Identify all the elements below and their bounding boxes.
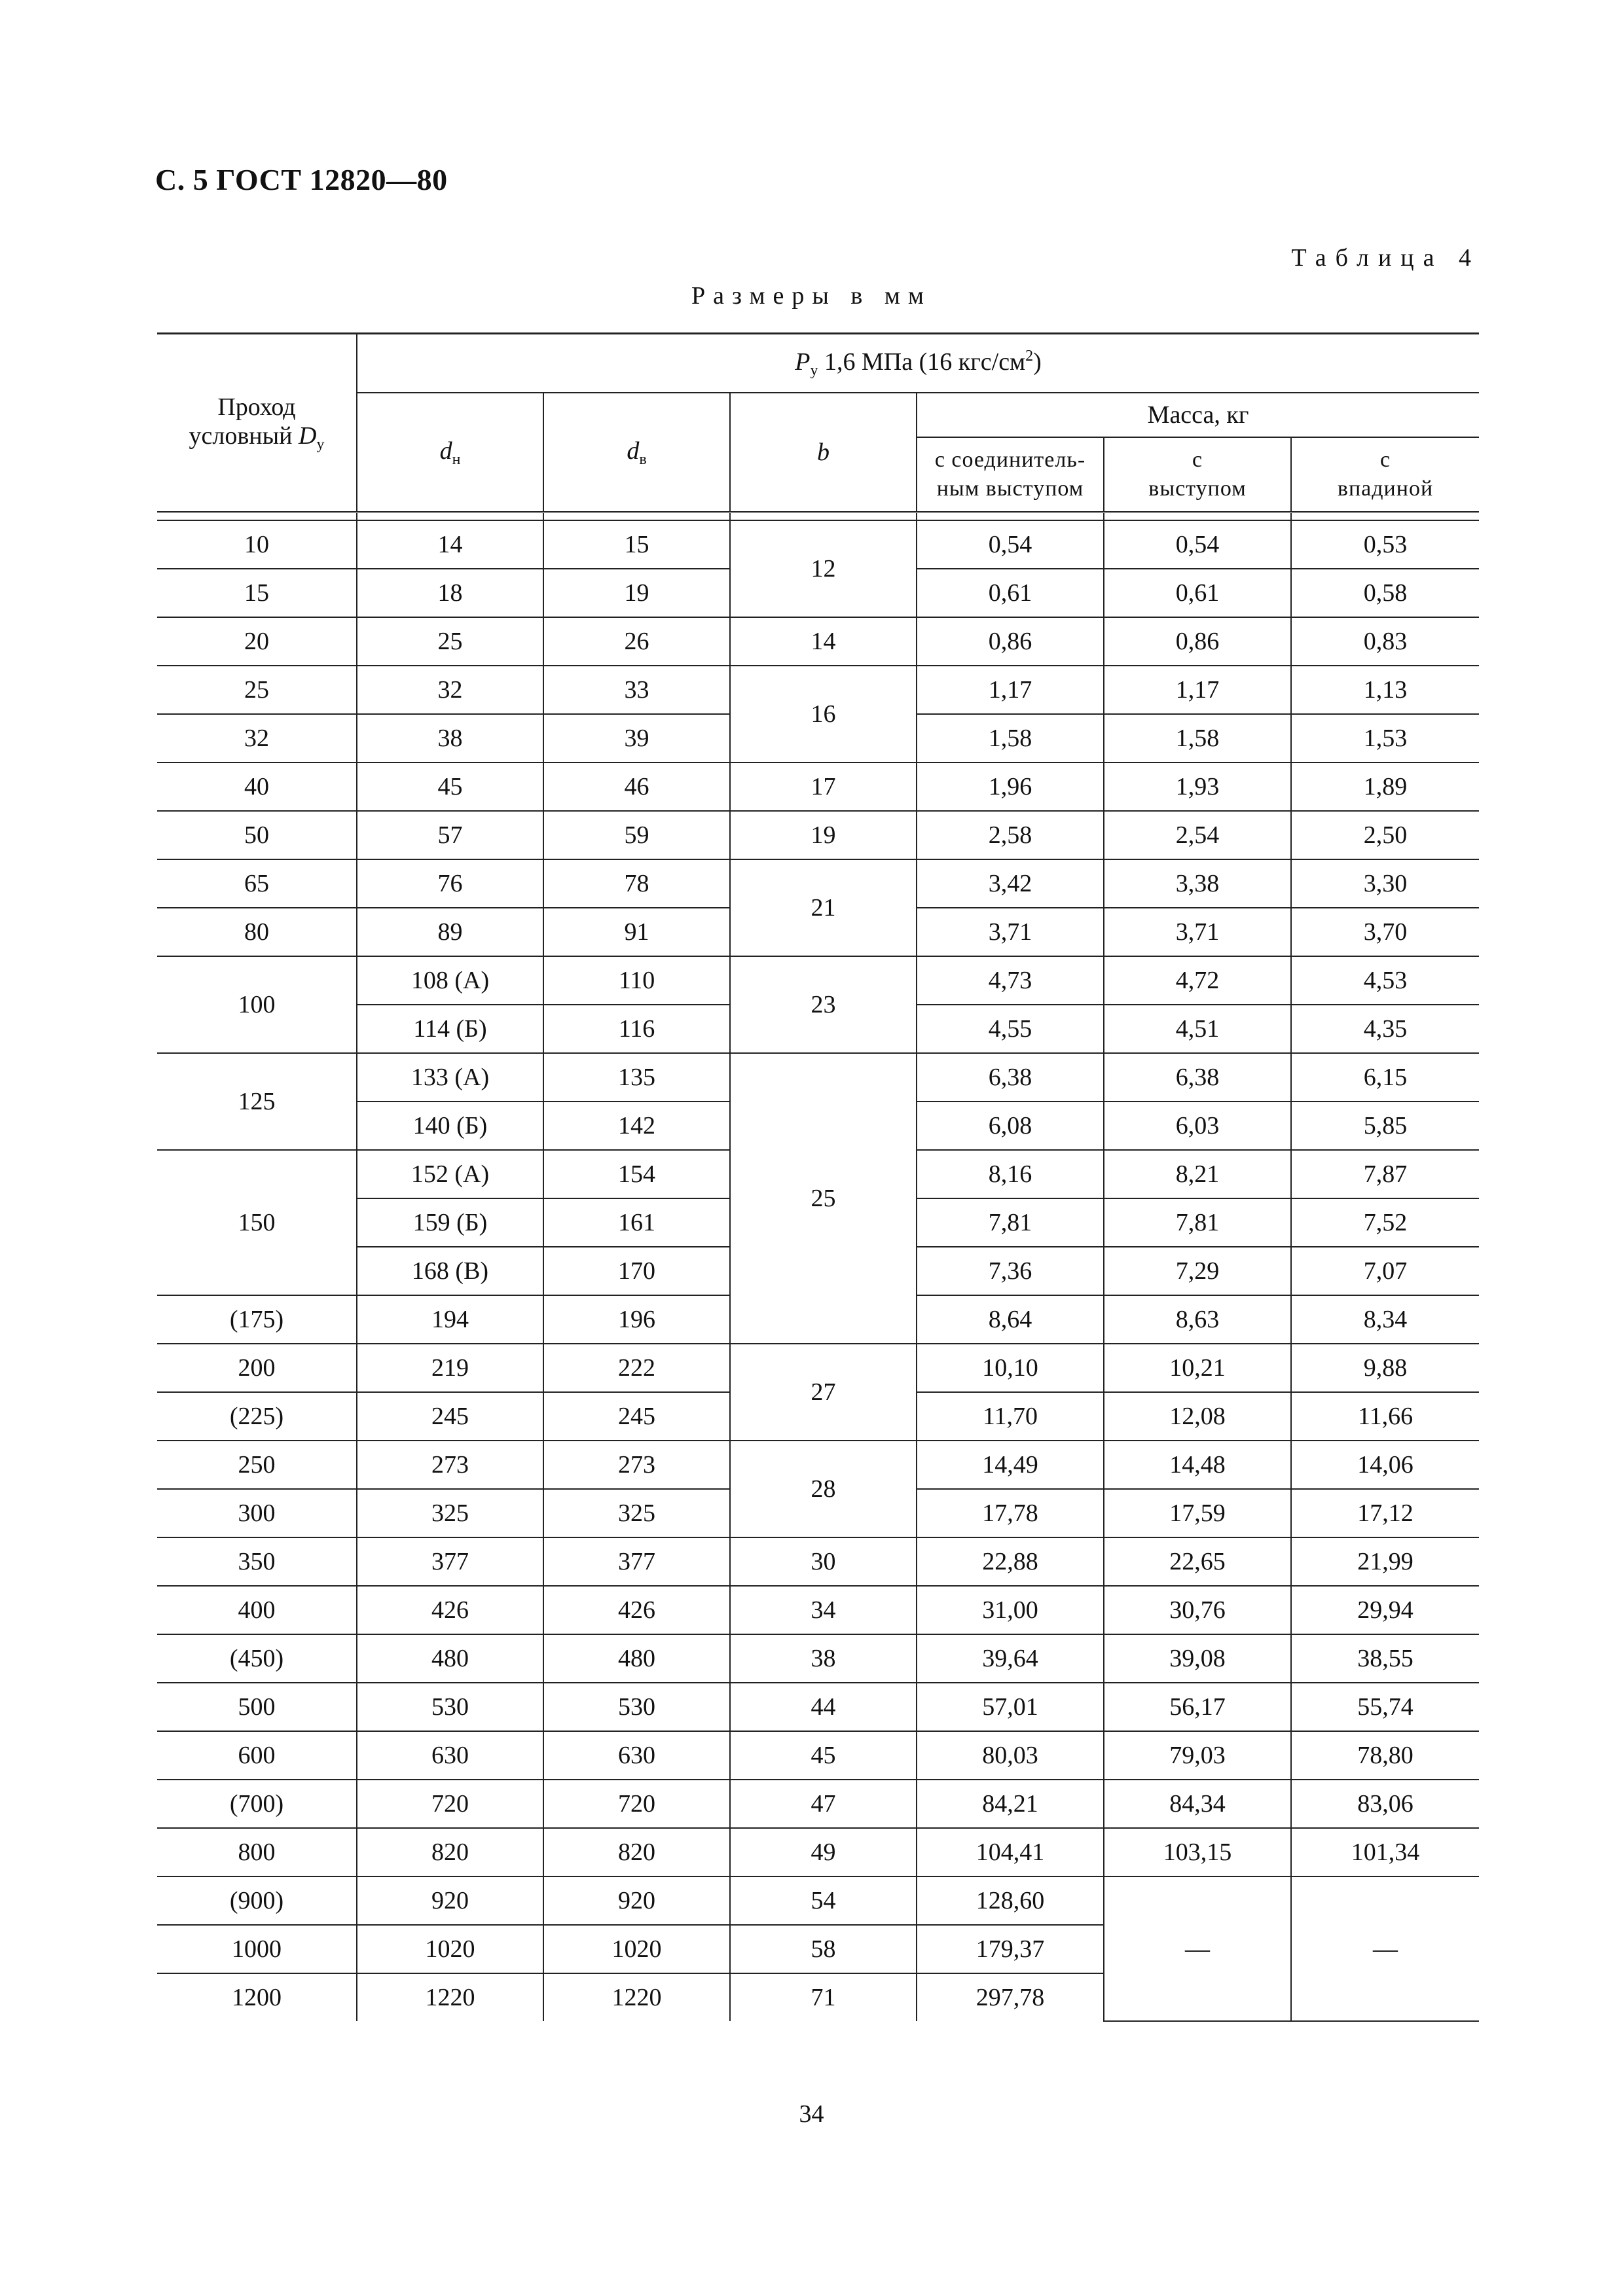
passage-cell: 100 — [157, 956, 357, 1053]
mass-projection-cell: 8,63 — [1104, 1295, 1291, 1344]
passage-cell: 65 — [157, 859, 357, 908]
dn-cell: 168 (В) — [357, 1247, 543, 1295]
b-cell: 30 — [730, 1537, 917, 1586]
passage-cell: 250 — [157, 1441, 357, 1489]
passage-cell: 300 — [157, 1489, 357, 1537]
mass-joint-cell: 39,64 — [917, 1634, 1104, 1683]
mass-recess-cell: 0,83 — [1291, 617, 1479, 666]
mass-joint-cell: 297,78 — [917, 1973, 1104, 2021]
table-row — [157, 1537, 1479, 1586]
mass-joint-cell: 179,37 — [917, 1925, 1104, 1973]
mass-joint-cell: 10,10 — [917, 1344, 1104, 1392]
table-row — [157, 859, 1479, 908]
b-cell: 19 — [730, 811, 917, 859]
dn-cell: 89 — [357, 908, 543, 956]
b-cell: 54 — [730, 1876, 917, 1925]
dn-cell: 152 (А) — [357, 1150, 543, 1198]
units-label: Размеры в мм — [691, 282, 932, 310]
dv-cell: 630 — [543, 1731, 730, 1780]
b-cell: 28 — [730, 1441, 917, 1537]
dv-cell: 46 — [543, 762, 730, 811]
dv-header: $d_в$ — [543, 393, 730, 512]
dn-cell: 45 — [357, 762, 543, 811]
passage-cell: 25 — [157, 666, 357, 714]
table-row — [157, 1828, 1479, 1876]
b-cell: 71 — [730, 1973, 917, 2021]
mass-recess-cell: 8,34 — [1291, 1295, 1479, 1344]
dv-cell: 91 — [543, 908, 730, 956]
b-cell: 25 — [730, 1053, 917, 1344]
passage-cell: 40 — [157, 762, 357, 811]
mass-joint-cell: 0,86 — [917, 617, 1104, 666]
dn-cell: 1020 — [357, 1925, 543, 1973]
b-cell: 17 — [730, 762, 917, 811]
mass-projection-cell: 39,08 — [1104, 1634, 1291, 1683]
passage-cell: 15 — [157, 569, 357, 617]
passage-cell: 200 — [157, 1344, 357, 1392]
mass-joint-cell: 2,58 — [917, 811, 1104, 859]
dn-cell: 194 — [357, 1295, 543, 1344]
dn-cell: 219 — [357, 1344, 543, 1392]
passage-cell: 1200 — [157, 1973, 357, 2021]
mass-recess-cell: 7,07 — [1291, 1247, 1479, 1295]
passage-cell: (175) — [157, 1295, 357, 1344]
mass-joint-cell: 0,61 — [917, 569, 1104, 617]
mass-recess-cell: 3,70 — [1291, 908, 1479, 956]
dn-cell: 820 — [357, 1828, 543, 1876]
b-cell: 12 — [730, 520, 917, 617]
dv-cell: 154 — [543, 1150, 730, 1198]
dn-cell: 920 — [357, 1876, 543, 1925]
dv-cell: 720 — [543, 1780, 730, 1828]
dv-cell: 920 — [543, 1876, 730, 1925]
mass-projection-cell: 0,54 — [1104, 520, 1291, 569]
mass-recess-cell: 4,35 — [1291, 1005, 1479, 1053]
passage-cell: (450) — [157, 1634, 357, 1683]
dn-cell: 108 (А) — [357, 956, 543, 1005]
b-cell: 49 — [730, 1828, 917, 1876]
table-row — [157, 520, 1479, 569]
mass-joint-cell: 57,01 — [917, 1683, 1104, 1731]
mass-joint-cell: 6,08 — [917, 1102, 1104, 1150]
mass-recess-dash: — — [1291, 1876, 1479, 2021]
page-number: 34 — [799, 2100, 824, 2128]
table-row — [157, 811, 1479, 859]
passage-cell: 1000 — [157, 1925, 357, 1973]
pressure-header: $P_у$ 1,6 МПа (16 кгс/$см^2$) — [357, 334, 1479, 393]
dv-cell: 530 — [543, 1683, 730, 1731]
b-cell: 44 — [730, 1683, 917, 1731]
b-cell: 58 — [730, 1925, 917, 1973]
b-cell: 38 — [730, 1634, 917, 1683]
dv-cell: 15 — [543, 520, 730, 569]
mass-projection-cell: 103,15 — [1104, 1828, 1291, 1876]
passage-cell: 50 — [157, 811, 357, 859]
b-cell: 23 — [730, 956, 917, 1053]
dv-cell: 377 — [543, 1537, 730, 1586]
dv-cell: 142 — [543, 1102, 730, 1150]
dn-cell: 1220 — [357, 1973, 543, 2021]
table-row — [157, 1683, 1479, 1731]
dv-cell: 273 — [543, 1441, 730, 1489]
table-row — [157, 956, 1479, 1005]
table-row — [157, 1634, 1479, 1683]
dn-cell: 630 — [357, 1731, 543, 1780]
dv-cell: 116 — [543, 1005, 730, 1053]
mass-joint-cell: 3,71 — [917, 908, 1104, 956]
table-label: Таблица 4 — [1291, 244, 1480, 272]
passage-cell: 500 — [157, 1683, 357, 1731]
passage-cell: 20 — [157, 617, 357, 666]
dn-cell: 377 — [357, 1537, 543, 1586]
b-cell: 21 — [730, 859, 917, 956]
mass-projection-cell: 0,61 — [1104, 569, 1291, 617]
mass-projection-cell: 2,54 — [1104, 811, 1291, 859]
dn-cell: 25 — [357, 617, 543, 666]
mass-joint-cell: 31,00 — [917, 1586, 1104, 1634]
mass-recess-cell: 1,53 — [1291, 714, 1479, 762]
mass-projection-cell: 7,81 — [1104, 1198, 1291, 1247]
mass-joint-cell: 14,49 — [917, 1441, 1104, 1489]
mass-recess-cell: 0,58 — [1291, 569, 1479, 617]
dn-cell: 32 — [357, 666, 543, 714]
mass-joint-cell: 4,55 — [917, 1005, 1104, 1053]
dimensions-table — [157, 332, 1479, 2022]
mass-projection-cell: 8,21 — [1104, 1150, 1291, 1198]
mass-recess-cell: 7,52 — [1291, 1198, 1479, 1247]
dn-cell: 530 — [357, 1683, 543, 1731]
dn-cell: 14 — [357, 520, 543, 569]
dv-cell: 820 — [543, 1828, 730, 1876]
mass-projection-cell: 0,86 — [1104, 617, 1291, 666]
mass-projection-cell: 17,59 — [1104, 1489, 1291, 1537]
mass-joint-cell: 80,03 — [917, 1731, 1104, 1780]
mass-projection-cell: 84,34 — [1104, 1780, 1291, 1828]
mass-projection-cell: 3,71 — [1104, 908, 1291, 956]
mass-recess-cell: 21,99 — [1291, 1537, 1479, 1586]
passage-cell: (900) — [157, 1876, 357, 1925]
dn-cell: 57 — [357, 811, 543, 859]
table-row — [157, 1731, 1479, 1780]
passage-cell: 32 — [157, 714, 357, 762]
mass-joint-cell: 84,21 — [917, 1780, 1104, 1828]
b-cell: 47 — [730, 1780, 917, 1828]
b-cell: 27 — [730, 1344, 917, 1441]
mass-recess-cell: 17,12 — [1291, 1489, 1479, 1537]
mass-recess-cell: 1,13 — [1291, 666, 1479, 714]
passage-cell: 600 — [157, 1731, 357, 1780]
dv-cell: 170 — [543, 1247, 730, 1295]
mass-joint-cell: 7,36 — [917, 1247, 1104, 1295]
mass-joint-cell: 128,60 — [917, 1876, 1104, 1925]
mass-joint-cell: 1,17 — [917, 666, 1104, 714]
mass-recess-cell: 9,88 — [1291, 1344, 1479, 1392]
mass-projection-cell: 4,51 — [1104, 1005, 1291, 1053]
dn-cell: 273 — [357, 1441, 543, 1489]
mass-header: Масса, кг — [917, 393, 1479, 437]
dn-cell: 114 (Б) — [357, 1005, 543, 1053]
b-cell: 16 — [730, 666, 917, 762]
dv-cell: 245 — [543, 1392, 730, 1441]
dn-cell: 245 — [357, 1392, 543, 1441]
passage-cell: 350 — [157, 1537, 357, 1586]
passage-cell: 150 — [157, 1150, 357, 1295]
passage-header-line2: условный $D_у$ — [189, 422, 325, 453]
mass-projection-cell: 1,17 — [1104, 666, 1291, 714]
mass-joint-cell: 3,42 — [917, 859, 1104, 908]
mass-recess-cell: 4,53 — [1291, 956, 1479, 1005]
dv-cell: 222 — [543, 1344, 730, 1392]
b-cell: 14 — [730, 617, 917, 666]
mass-joint-cell: 8,64 — [917, 1295, 1104, 1344]
mass-joint-cell: 0,54 — [917, 520, 1104, 569]
dv-cell: 1220 — [543, 1973, 730, 2021]
mass-recess-cell: 78,80 — [1291, 1731, 1479, 1780]
dn-cell: 720 — [357, 1780, 543, 1828]
dn-cell: 159 (Б) — [357, 1198, 543, 1247]
mass-recess-cell: 5,85 — [1291, 1102, 1479, 1150]
mass-recess-cell: 0,53 — [1291, 520, 1479, 569]
mass-col-projection: с выступом — [1104, 437, 1291, 512]
mass-joint-cell: 17,78 — [917, 1489, 1104, 1537]
table-row — [157, 666, 1479, 714]
mass-joint-cell: 4,73 — [917, 956, 1104, 1005]
b-header: b — [730, 393, 917, 512]
table-row — [157, 1586, 1479, 1634]
dv-cell: 33 — [543, 666, 730, 714]
mass-projection-cell: 14,48 — [1104, 1441, 1291, 1489]
mass-recess-cell: 29,94 — [1291, 1586, 1479, 1634]
dn-cell: 426 — [357, 1586, 543, 1634]
dn-cell: 76 — [357, 859, 543, 908]
dv-cell: 59 — [543, 811, 730, 859]
dv-cell: 19 — [543, 569, 730, 617]
mass-joint-cell: 104,41 — [917, 1828, 1104, 1876]
dn-header: $d_н$ — [357, 393, 543, 512]
mass-joint-cell: 22,88 — [917, 1537, 1104, 1586]
mass-recess-cell: 14,06 — [1291, 1441, 1479, 1489]
header-separator — [157, 512, 1479, 521]
dv-cell: 39 — [543, 714, 730, 762]
passage-header — [157, 334, 357, 512]
mass-projection-cell: 79,03 — [1104, 1731, 1291, 1780]
mass-recess-cell: 38,55 — [1291, 1634, 1479, 1683]
dv-cell: 110 — [543, 956, 730, 1005]
mass-recess-cell: 6,15 — [1291, 1053, 1479, 1102]
mass-recess-cell: 1,89 — [1291, 762, 1479, 811]
table-row — [157, 1876, 1479, 1925]
mass-col-recess: с впадиной — [1291, 437, 1479, 512]
passage-header-line1: Проход — [217, 393, 296, 421]
dn-cell: 140 (Б) — [357, 1102, 543, 1150]
dv-cell: 26 — [543, 617, 730, 666]
mass-projection-cell: 56,17 — [1104, 1683, 1291, 1731]
mass-projection-cell: 10,21 — [1104, 1344, 1291, 1392]
mass-projection-cell: 12,08 — [1104, 1392, 1291, 1441]
table-body — [157, 520, 1479, 2021]
mass-projection-cell: 22,65 — [1104, 1537, 1291, 1586]
passage-cell: 800 — [157, 1828, 357, 1876]
mass-recess-cell: 55,74 — [1291, 1683, 1479, 1731]
dv-cell: 161 — [543, 1198, 730, 1247]
passage-cell: 125 — [157, 1053, 357, 1150]
dv-cell: 1020 — [543, 1925, 730, 1973]
dv-cell: 78 — [543, 859, 730, 908]
table-row — [157, 617, 1479, 666]
mass-projection-cell: 4,72 — [1104, 956, 1291, 1005]
dv-cell: 480 — [543, 1634, 730, 1683]
passage-cell: (225) — [157, 1392, 357, 1441]
mass-joint-cell: 11,70 — [917, 1392, 1104, 1441]
table-row — [157, 1053, 1479, 1102]
table-row — [157, 762, 1479, 811]
mass-projection-dash: — — [1104, 1876, 1291, 2021]
mass-joint-cell: 7,81 — [917, 1198, 1104, 1247]
mass-projection-cell: 1,93 — [1104, 762, 1291, 811]
mass-projection-cell: 30,76 — [1104, 1586, 1291, 1634]
mass-recess-cell: 11,66 — [1291, 1392, 1479, 1441]
passage-cell: 80 — [157, 908, 357, 956]
mass-col-joint: с соединитель- ным выступом — [917, 437, 1104, 512]
mass-joint-cell: 8,16 — [917, 1150, 1104, 1198]
dv-cell: 135 — [543, 1053, 730, 1102]
mass-projection-cell: 7,29 — [1104, 1247, 1291, 1295]
dn-cell: 480 — [357, 1634, 543, 1683]
mass-joint-cell: 1,96 — [917, 762, 1104, 811]
table-row — [157, 1780, 1479, 1828]
dn-cell: 18 — [357, 569, 543, 617]
table-row — [157, 1441, 1479, 1489]
b-cell: 45 — [730, 1731, 917, 1780]
dn-cell: 325 — [357, 1489, 543, 1537]
passage-cell: 10 — [157, 520, 357, 569]
mass-joint-cell: 1,58 — [917, 714, 1104, 762]
dn-cell: 133 (А) — [357, 1053, 543, 1102]
mass-recess-cell: 83,06 — [1291, 1780, 1479, 1828]
mass-projection-cell: 6,38 — [1104, 1053, 1291, 1102]
mass-joint-cell: 6,38 — [917, 1053, 1104, 1102]
mass-projection-cell: 1,58 — [1104, 714, 1291, 762]
mass-projection-cell: 3,38 — [1104, 859, 1291, 908]
dv-cell: 426 — [543, 1586, 730, 1634]
mass-recess-cell: 2,50 — [1291, 811, 1479, 859]
mass-recess-cell: 3,30 — [1291, 859, 1479, 908]
mass-projection-cell: 6,03 — [1104, 1102, 1291, 1150]
document-header: С. 5 ГОСТ 12820—80 — [155, 163, 448, 196]
passage-cell: 400 — [157, 1586, 357, 1634]
dv-cell: 325 — [543, 1489, 730, 1537]
b-cell: 34 — [730, 1586, 917, 1634]
dv-cell: 196 — [543, 1295, 730, 1344]
mass-recess-cell: 101,34 — [1291, 1828, 1479, 1876]
table-row — [157, 1344, 1479, 1392]
dn-cell: 38 — [357, 714, 543, 762]
passage-cell: (700) — [157, 1780, 357, 1828]
mass-recess-cell: 7,87 — [1291, 1150, 1479, 1198]
